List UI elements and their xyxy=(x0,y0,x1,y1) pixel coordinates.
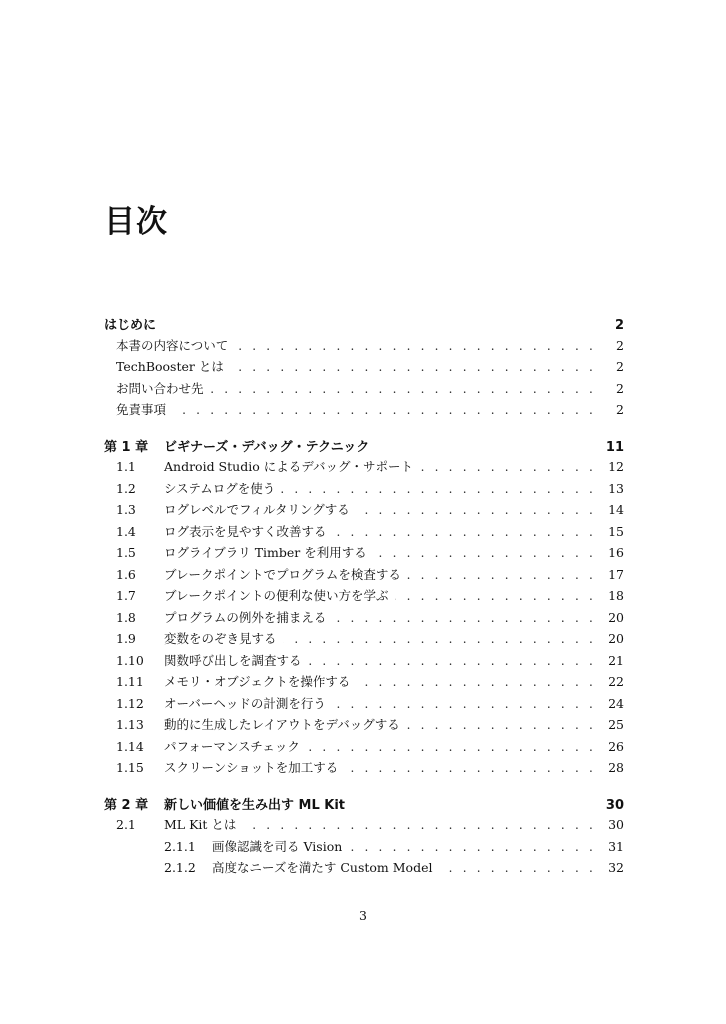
toc-entry[interactable] xyxy=(104,336,624,358)
toc-entry[interactable] xyxy=(104,522,624,544)
dot-leader xyxy=(333,525,596,539)
toc-page-number: 22 xyxy=(608,674,624,689)
toc-entry-title: パフォーマンスチェック xyxy=(164,738,300,754)
toc-entry[interactable] xyxy=(104,629,624,651)
toc-entry[interactable] xyxy=(104,543,624,565)
chapter-number: 第 1 章 xyxy=(104,439,149,455)
toc-entry-title: 画像認識を司る Vision xyxy=(212,838,343,854)
toc-page-number: 2 xyxy=(616,402,624,417)
section-number: 1.9 xyxy=(116,631,136,646)
section-number: 1.7 xyxy=(116,588,136,603)
toc-entry-title: ブレークポイントの便利な使い方を学ぶ xyxy=(164,588,389,603)
toc-entry[interactable] xyxy=(104,815,624,837)
toc-entry[interactable] xyxy=(104,672,624,694)
toc-entry-title: お問い合わせ先 xyxy=(116,380,204,396)
toc-entry-title: 関数呼び出しを調査する xyxy=(164,652,302,668)
section-number: 2.1 xyxy=(116,817,136,832)
toc-entry-title: 変数をのぞき見する xyxy=(164,631,277,646)
toc-page-number: 12 xyxy=(608,459,624,474)
toc-page-number: 20 xyxy=(608,631,624,646)
toc-entry-title: ログライブラリ Timber を利用する xyxy=(164,545,367,560)
dot-leader xyxy=(234,339,596,353)
section-number: 1.11 xyxy=(116,674,144,689)
toc-entry[interactable] xyxy=(104,737,624,759)
section-number: 1.2 xyxy=(116,480,136,496)
toc-entry[interactable] xyxy=(104,608,624,630)
dot-leader xyxy=(356,675,596,689)
toc-entry[interactable] xyxy=(104,479,624,501)
section-number: 1.1 xyxy=(116,459,136,474)
toc-heading-intro[interactable] xyxy=(104,314,624,336)
toc-entry-title: 本書の内容について xyxy=(116,337,229,353)
toc-subentry[interactable] xyxy=(104,858,624,880)
toc-page-number: 16 xyxy=(608,545,624,560)
toc-page-number: 2 xyxy=(614,318,624,333)
toc-heading-title: はじめに xyxy=(104,318,157,333)
toc-entry[interactable] xyxy=(104,586,624,608)
toc-subentry[interactable] xyxy=(104,837,624,859)
section-number: 1.4 xyxy=(116,523,136,539)
section-number: 1.3 xyxy=(116,502,136,517)
toc-entry[interactable] xyxy=(104,379,624,401)
toc-entry-title: システムログを使う xyxy=(164,480,276,496)
toc-entry-title: ブレークポイントでプログラムを検査する xyxy=(164,566,401,582)
toc-page-number: 32 xyxy=(608,860,624,875)
toc-entry-title: ログレベルでフィルタリングする xyxy=(164,502,350,517)
toc-page-number: 2 xyxy=(616,359,624,374)
dot-leader xyxy=(283,632,596,646)
toc-page-number: 15 xyxy=(608,523,624,539)
dot-leader xyxy=(308,654,596,668)
toc-entry-title: ログ表示を見やすく改善する xyxy=(164,523,327,539)
section-number: 1.10 xyxy=(116,652,144,668)
dot-leader xyxy=(419,460,596,474)
dot-leader xyxy=(242,818,596,832)
toc-entry[interactable] xyxy=(104,694,624,716)
toc-page-number: 30 xyxy=(605,797,624,813)
toc-page-number: 2 xyxy=(616,380,624,396)
toc-page-number: 24 xyxy=(608,695,624,711)
toc-entry-title: 免責事項 xyxy=(116,402,167,417)
toc-chapter-1-section xyxy=(104,436,624,780)
toc-entry[interactable] xyxy=(104,715,624,737)
toc-page-number: 11 xyxy=(605,439,624,455)
toc-page-number: 14 xyxy=(608,502,624,517)
page-title: 目次 xyxy=(104,204,168,240)
subsection-number: 2.1.2 xyxy=(164,860,196,875)
toc-page-number: 30 xyxy=(608,817,624,832)
chapter-title: ビギナーズ・デバッグ・テクニック xyxy=(164,439,370,455)
toc-entry[interactable] xyxy=(104,651,624,673)
dot-leader xyxy=(332,697,596,711)
toc-entry-title: Android Studio によるデバッグ・サポート xyxy=(164,459,413,474)
dot-leader xyxy=(356,503,596,517)
toc-entry-title: プログラムの例外を捕まえる xyxy=(164,609,327,625)
toc-entry-title: ML Kit とは xyxy=(164,817,237,832)
toc-page-number: 13 xyxy=(608,480,624,496)
dot-leader xyxy=(306,740,596,754)
chapter-number: 第 2 章 xyxy=(104,797,149,813)
toc-page-number: 28 xyxy=(608,760,624,775)
toc-entry[interactable] xyxy=(104,357,624,379)
toc-page-number: 26 xyxy=(608,738,624,754)
dot-leader xyxy=(281,482,596,496)
dot-leader xyxy=(406,718,596,732)
toc-page-number: 21 xyxy=(608,652,624,668)
subsection-number: 2.1.1 xyxy=(164,838,196,854)
toc-entry-title: メモリ・オブジェクトを操作する xyxy=(164,674,351,689)
toc-intro-section xyxy=(104,314,624,422)
section-number: 1.12 xyxy=(116,695,144,711)
dot-leader xyxy=(172,403,596,417)
section-number: 1.13 xyxy=(116,717,144,732)
toc-chapter-2-heading[interactable] xyxy=(104,794,624,816)
dot-leader xyxy=(210,382,596,396)
toc-entry-title: オーバーヘッドの計測を行う xyxy=(164,695,326,711)
toc-entry[interactable] xyxy=(104,758,624,780)
page-number-footer: 3 xyxy=(359,908,367,923)
section-number: 1.15 xyxy=(116,760,144,775)
dot-leader xyxy=(407,568,596,582)
toc-page-number: 31 xyxy=(608,838,624,854)
toc-entry[interactable] xyxy=(104,565,624,587)
toc-entry-title: 高度なニーズを満たす Custom Model xyxy=(212,860,433,875)
toc-entry-title: 動的に生成したレイアウトをデバッグする xyxy=(164,717,400,732)
toc-page-number: 20 xyxy=(608,609,624,625)
table-of-contents xyxy=(104,314,624,894)
chapter-title: 新しい価値を生み出す ML Kit xyxy=(164,797,346,813)
dot-leader xyxy=(344,761,596,775)
toc-chapter-1-heading[interactable] xyxy=(104,436,624,458)
toc-entry[interactable] xyxy=(104,500,624,522)
toc-page-number: 2 xyxy=(616,337,624,353)
toc-page-number: 25 xyxy=(608,717,624,732)
toc-entry[interactable] xyxy=(104,457,624,479)
toc-entry-title: TechBooster とは xyxy=(116,359,224,374)
dot-leader xyxy=(230,360,596,374)
dot-leader xyxy=(332,611,596,625)
toc-page-number: 17 xyxy=(608,566,624,582)
toc-page-number: 18 xyxy=(608,588,624,603)
dot-leader xyxy=(438,861,596,875)
section-number: 1.6 xyxy=(116,566,136,582)
section-number: 1.14 xyxy=(116,738,144,754)
toc-entry-title: スクリーンショットを加工する xyxy=(164,760,339,775)
section-number: 1.5 xyxy=(116,545,136,560)
toc-chapter-2-section xyxy=(104,794,624,880)
toc-entry[interactable] xyxy=(104,400,624,422)
dot-leader xyxy=(348,840,596,854)
section-number: 1.8 xyxy=(116,609,136,625)
dot-leader xyxy=(373,546,596,560)
dot-leader xyxy=(395,589,596,603)
